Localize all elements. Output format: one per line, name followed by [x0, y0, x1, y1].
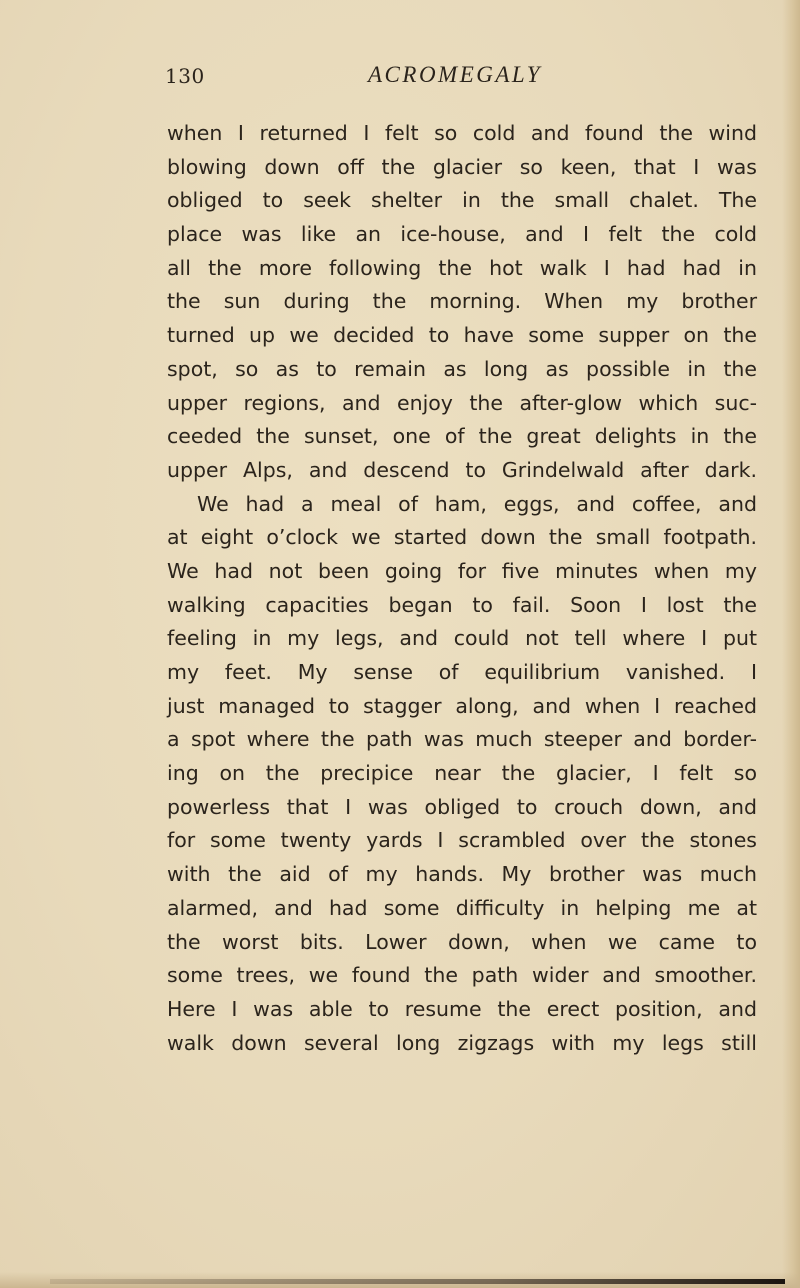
text-line: ceeded the sunset, one of the great delights in the	[167, 424, 757, 449]
text-line: upper Alps, and descend to Grindelwald after dark.	[167, 457, 757, 482]
text-line: just managed to stagger along, and when I reached	[167, 693, 757, 718]
text-line: alarmed, and had some difficulty in helping me at	[167, 895, 757, 920]
running-head	[0, 62, 800, 92]
text-line: obliged to seek shelter in the small chalet. The	[167, 188, 757, 213]
text-line: ing on the precipice near the glacier, I felt so	[167, 761, 757, 786]
text-line: Here I was able to resume the erect position, and	[167, 996, 757, 1021]
text-line: walk down several long zigzags with my legs still	[167, 1030, 757, 1055]
page-bottom-edge-line	[50, 1279, 785, 1284]
text-line: the sun during the morning. When my brother	[167, 289, 757, 314]
text-line: powerless that I was obliged to crouch down, and	[167, 794, 757, 819]
text-line: walking capacities began to fail. Soon I lost the	[167, 592, 757, 617]
text-line: turned up we decided to have some supper on the	[167, 323, 757, 348]
text-line: some trees, we found the path wider and smoother.	[167, 963, 757, 988]
text-line: upper regions, and enjoy the after-glow which suc-	[167, 390, 757, 415]
paragraph-first-line: We had a meal of ham, eggs, and coffee, and	[197, 491, 757, 516]
running-title: ACROMEGALY	[368, 62, 543, 87]
text-line: place was like an ice-house, and I felt the cold	[167, 222, 757, 247]
text-line: We had not been going for five minutes when my	[167, 558, 757, 583]
text-line: the worst bits. Lower down, when we came to	[167, 929, 757, 954]
text-line: when I returned I felt so cold and found the wind	[167, 121, 757, 145]
text-line: blowing down off the glacier so keen, that I was	[167, 154, 757, 179]
text-line: a spot where the path was much steeper and border-	[167, 727, 757, 752]
text-line: at eight o’clock we started down the small footpath.	[167, 525, 757, 550]
page-number: 130	[165, 64, 205, 88]
body-text	[167, 117, 757, 1060]
text-line: my feet. My sense of equilibrium vanished. I	[167, 660, 757, 684]
text-line: all the more following the hot walk I had had in	[167, 255, 757, 280]
text-line: for some twenty yards I scrambled over the stones	[167, 828, 757, 853]
text-line: spot, so as to remain as long as possible in the	[167, 356, 757, 381]
text-line: with the aid of my hands. My brother was much	[167, 862, 757, 887]
page-edge-shadow	[782, 0, 800, 1288]
text-line: feeling in my legs, and could not tell where I put	[167, 626, 757, 651]
